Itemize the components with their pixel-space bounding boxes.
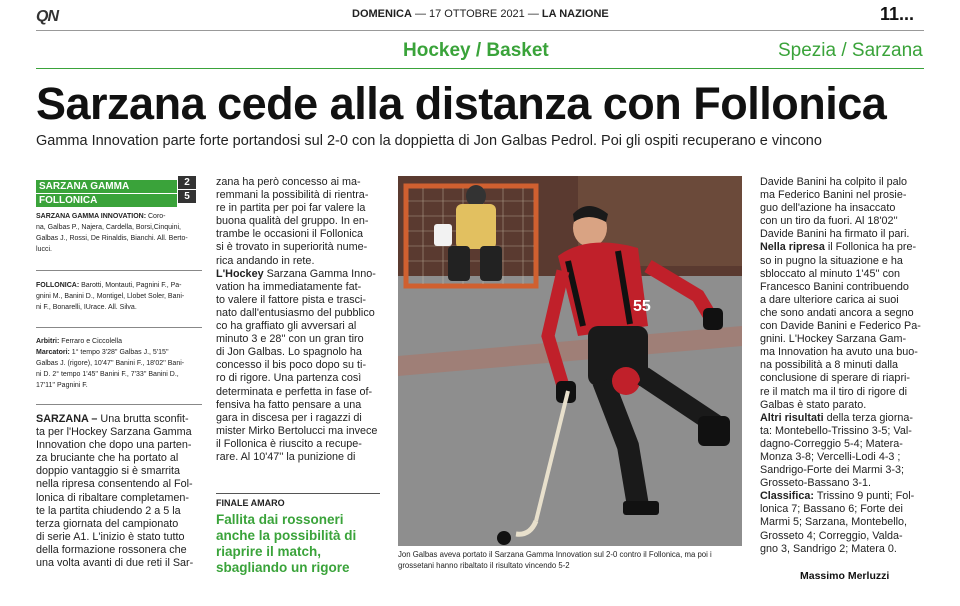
article-line: ro di rigore. Una partenza così xyxy=(216,372,362,385)
article-line: minuto 3 e 28'' con un gran tiro xyxy=(216,333,364,346)
article-line: gara in discesa per i ragazzi di xyxy=(216,411,362,424)
lineup-follonica-line: ni F., Bonarelli, IUrace. All. Silva. xyxy=(36,304,137,311)
article-line: Una brutta sconfit- xyxy=(100,413,189,425)
article-line: trambe le occasioni il Follonica xyxy=(216,228,364,241)
article-line: so in pugno la situazione e ha xyxy=(760,254,903,267)
subheadline: Gamma Innovation parte forte portandosi sul 2-0 con la doppietta di Jon Galbas Pedrol. Poi gli ospiti recuperano e vincono xyxy=(36,133,822,149)
article-line: vation ha immediatamente fat- xyxy=(216,280,362,293)
article-line: il Follonica è riuscito a recupe- xyxy=(216,437,362,450)
article-line: una volta avanti di due reti il Sar- xyxy=(36,557,194,570)
article-line: mister Mirko Bertolucci ma invece xyxy=(216,424,378,437)
article-line: Monza 3-8; Vercelli-Lodi 4-3 ; xyxy=(760,450,901,463)
article-line: Galbas è stato parato. xyxy=(760,398,867,411)
article-line-bold-start: Classifica: xyxy=(760,490,815,503)
marcatori-line: Galbas J. (rigore), 10'47'' Banini F., 18'02'' Bani- xyxy=(36,360,185,367)
lineup-sarzana-label: SARZANA GAMMA INNOVATION: xyxy=(36,213,147,220)
article-line-bold-start: Altri risultati xyxy=(760,411,824,424)
article-line: buona qualità del gruppo. In en- xyxy=(216,215,369,228)
article-line: concesso il bis poco dopo su ti- xyxy=(216,359,367,372)
lineup-sarzana-line: Coro- xyxy=(148,213,166,220)
article-line: Sarzana Gamma Inno- xyxy=(266,267,376,280)
article-line: conclusione di sperare di riapri- xyxy=(760,372,911,385)
article-line: te la partita chiudendo 2 a 5 la xyxy=(36,504,181,517)
article-line: Grosseto-Bassano 3-1. xyxy=(760,477,872,490)
article-line: Trissino 9 punti; Fol- xyxy=(816,490,915,503)
article-line: sbloccato al minuto 1'45'' con xyxy=(760,267,901,280)
lineup-follonica-line: Barotti, Montauti, Pagnini F., Pa- xyxy=(81,282,182,289)
article-line: che sono andati ancora a segno xyxy=(760,306,914,319)
article-line: zana ha però concesso ai ma- xyxy=(216,176,361,188)
article-line: ma Innovation ha avuto una buo- xyxy=(760,346,918,359)
article-line: della terza giorna- xyxy=(826,411,914,424)
divider xyxy=(36,404,202,405)
score-row-home xyxy=(36,176,196,192)
masthead-day: DOMENICA xyxy=(352,8,412,20)
article-line: Davide Banini ha firmato il pari. xyxy=(760,228,910,241)
callout-text: Fallita dai rossoneri anche la possibilità di riaprire il match, sbagliando un rigore xyxy=(216,512,357,575)
lineup-sarzana-line: lucci. xyxy=(36,246,52,253)
lineup-follonica-line: gnini M., Banini D., Montigel, Llobet Soler, Bani- xyxy=(36,293,185,300)
article-line: co ha graffiato gli avversari al xyxy=(216,320,357,333)
article-column-1 xyxy=(36,413,202,570)
article-line: della formazione rossonera che xyxy=(36,543,187,556)
arbitri-label: Arbitri: xyxy=(36,338,60,345)
marcatori-label: Marcatori: xyxy=(36,349,70,356)
article-line-bold-start: L'Hockey xyxy=(216,267,264,280)
match-officials xyxy=(36,336,202,391)
article-line: na possibilità a 8 minuti dalla xyxy=(760,359,899,372)
article-line: terza giornata del campionato xyxy=(36,517,179,530)
article-line: con un tiro da fuori. Al 18'02'' xyxy=(760,215,898,228)
masthead-date: — 17 OTTOBRE 2021 — xyxy=(414,8,539,20)
article-line: to valere il fattore pista e trasci- xyxy=(216,293,367,306)
dateline: SARZANA – xyxy=(36,413,98,425)
lineup-sarzana-line: Galbas J., Rossi, De Rinaldis, Bianchi. All. Berto- xyxy=(36,235,188,242)
photo-caption: Jon Galbas aveva portato il Sarzana Gamma Innovation sul 2-0 contro il Follonica, ma poi i grossetani hanno ribaltato il risultato vincendo 5-2 xyxy=(398,550,712,570)
top-rule xyxy=(36,30,924,31)
divider xyxy=(36,270,202,271)
score-team-home: SARZANA GAMMA xyxy=(36,180,177,193)
article-line: a dare ulteriore carica ai suoi xyxy=(760,293,899,306)
section-location: Spezia / Sarzana xyxy=(778,40,923,61)
article-line: Innovation che dopo una parten- xyxy=(36,439,192,452)
callout-rule xyxy=(216,493,380,494)
article-line: gnini. L'Hockey Sarzana Gam- xyxy=(760,333,907,346)
page-number: 11... xyxy=(880,4,915,24)
article-line: doppio vantaggio si è smarrita xyxy=(36,465,181,478)
headline: Sarzana cede alla distanza con Follonica xyxy=(36,78,887,129)
masthead-dateline xyxy=(352,8,609,20)
article-line: Marmi 5; Sarzana, Montebello, xyxy=(760,516,908,529)
lineup-follonica xyxy=(36,280,202,313)
article-line: ma Federico Banini nel prosie- xyxy=(760,189,907,202)
masthead-paper: LA NAZIONE xyxy=(541,8,609,20)
score-goals-away: 5 xyxy=(178,190,196,203)
article-line: gno 3, Sandrigo 2; Matera 0. xyxy=(760,542,897,555)
section-title: Hockey / Basket xyxy=(403,40,549,61)
article-line: con Davide Banini e Federico Pa- xyxy=(760,320,921,333)
marcatori-line: ni D. 2° tempo 1'45'' Banini F., 7'33'' Banini D., xyxy=(36,371,179,378)
article-line: lonica 7; Bassano 6; Forte dei xyxy=(760,503,903,516)
author-signature: Massimo Merluzzi xyxy=(800,570,890,582)
score-team-away: FOLLONICA xyxy=(36,194,177,207)
marcatori-line: 17'11'' Pagnini F. xyxy=(36,382,88,389)
article-line: Grosseto 4; Correggio, Valda- xyxy=(760,529,903,542)
article-line: fensiva ha fatto pensare a una xyxy=(216,398,362,411)
article-line: di serie A1. L'inizio è stato tutto xyxy=(36,530,185,543)
score-row-away xyxy=(36,190,196,206)
article-line: ta: Montebello-Trissino 3-5; Val- xyxy=(760,424,912,437)
article-line: nato dall'entusiasmo del pubblico xyxy=(216,306,375,319)
article-line: re il match ma il tiro di rigore di xyxy=(760,385,908,398)
jersey-number: 55 xyxy=(633,298,651,315)
article-line: re in partita per poi far valere la xyxy=(216,202,366,215)
hockey-photo-illustration xyxy=(398,176,742,546)
article-line: remmani la possibilità di rientra- xyxy=(216,189,369,202)
article-line: guo dell'azione ha insaccato xyxy=(760,202,896,215)
article-line: Sandrigo-Forte dei Marmi 3-3; xyxy=(760,464,905,477)
article-column-2 xyxy=(216,176,380,464)
article-column-4 xyxy=(760,176,924,556)
lineup-sarzana-line: na, Galbas P., Najera, Cardella, Borsi,Cinquini, xyxy=(36,224,182,231)
article-line: lonica di ribaltare completamen- xyxy=(36,491,190,504)
section-rule xyxy=(36,68,924,69)
divider xyxy=(36,327,202,328)
article-line: nella ripresa consentendo al Fol- xyxy=(36,478,193,491)
article-line: Francesco Banini contribuendo xyxy=(760,280,909,293)
article-line: ta per l'Hockey Sarzana Gamma xyxy=(36,426,192,439)
lineup-sarzana xyxy=(36,211,202,255)
marcatori-line: 1° tempo 3'28'' Galbas J., 5'15'' xyxy=(71,349,169,356)
article-line: za bruciante che ha portato al xyxy=(36,452,179,465)
article-line: il Follonica ha pre- xyxy=(827,241,917,254)
article-line: Davide Banini ha colpito il palo xyxy=(760,176,908,188)
article-line-bold-start: Nella ripresa xyxy=(760,241,825,254)
newspaper-logo: QN xyxy=(36,8,58,25)
arbitri-value: Ferraro e Ciccolella xyxy=(61,338,122,345)
hockey-photo xyxy=(398,176,742,546)
callout-label: FINALE AMARO xyxy=(216,498,285,508)
article-line: di Jon Galbas. Lo spagnolo ha xyxy=(216,346,362,359)
article-line: rica andando in rete. xyxy=(216,254,315,267)
score-goals-home: 2 xyxy=(178,176,196,189)
article-line: determinata e perfetta in fase of- xyxy=(216,385,373,398)
article-line: si è trovato in superiorità nume- xyxy=(216,241,368,254)
lineup-follonica-label: FOLLONICA: xyxy=(36,282,80,289)
article-line: rare. Al 10'47'' la punizione di xyxy=(216,450,356,463)
article-line: dagno-Correggio 5-4; Matera- xyxy=(760,437,903,450)
